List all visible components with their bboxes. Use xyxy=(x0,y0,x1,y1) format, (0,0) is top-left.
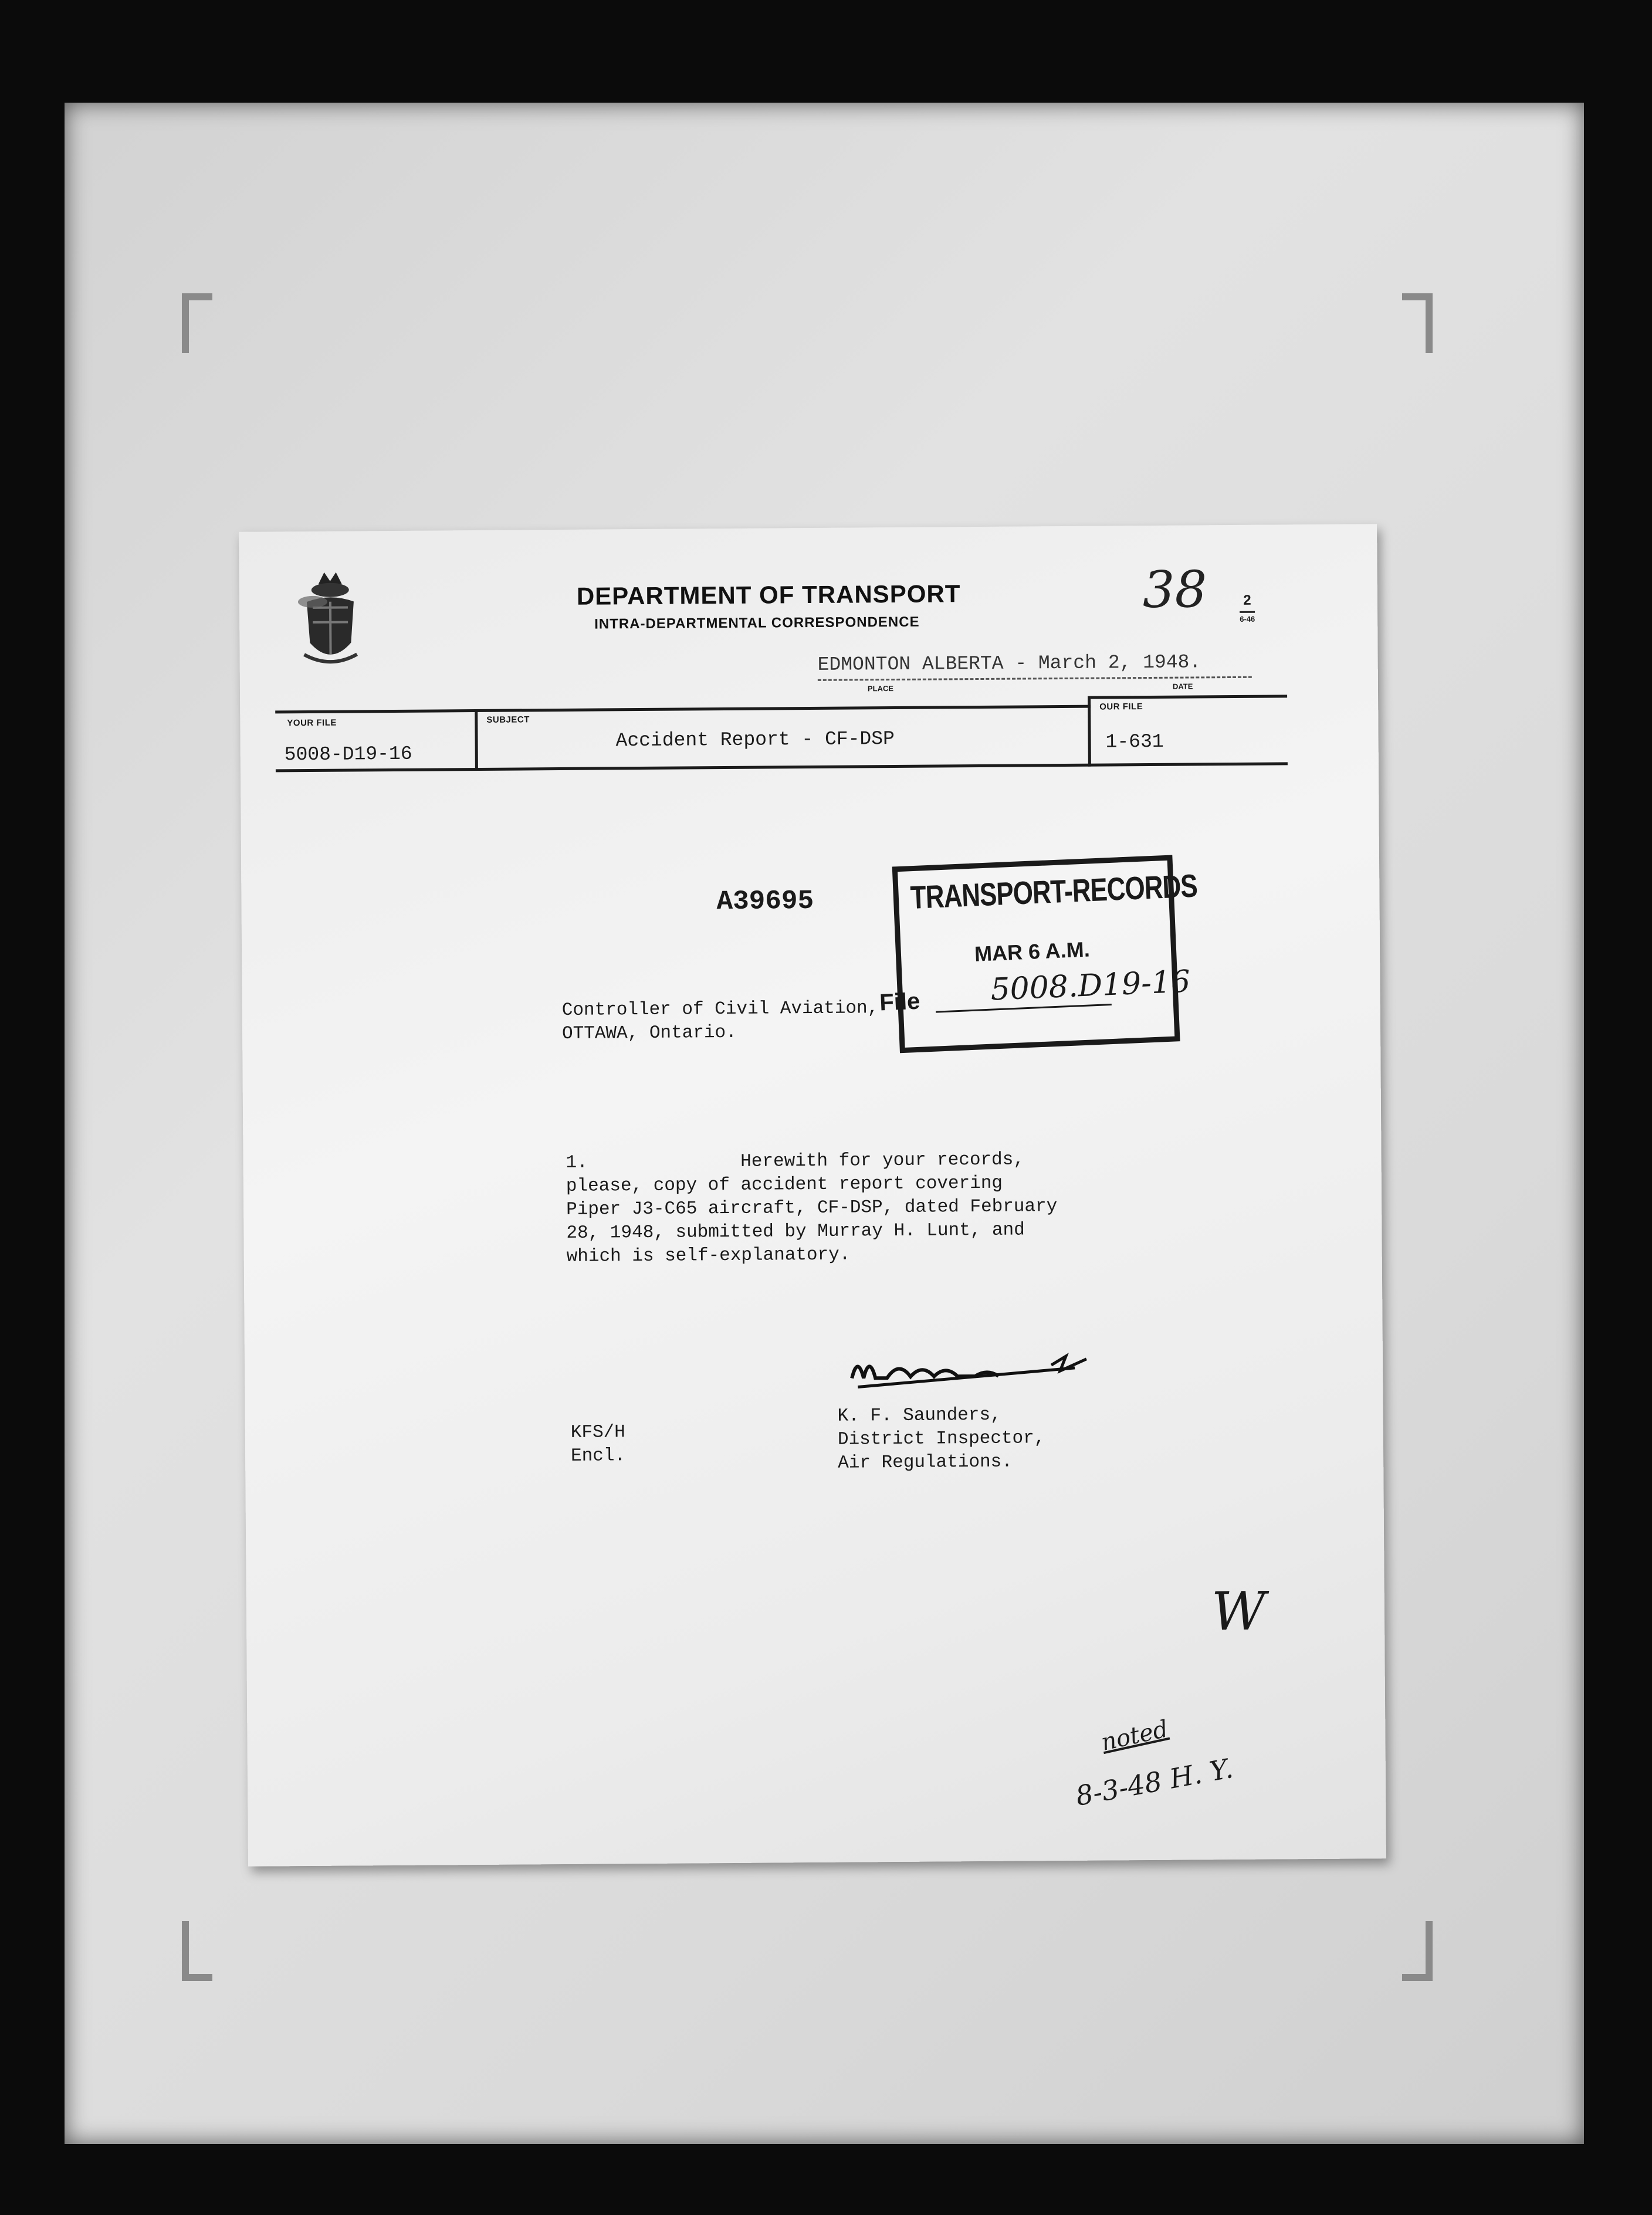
place-label: PLACE xyxy=(867,684,894,693)
stamp-date: MAR 6 A.M. xyxy=(974,937,1091,966)
enclosure-line: Encl. xyxy=(570,1445,626,1466)
body-line: please, copy of accident report covering xyxy=(566,1173,1003,1197)
header-rule-top xyxy=(275,705,1091,714)
signature-block xyxy=(837,1403,1045,1475)
transport-records-stamp xyxy=(879,855,1198,1053)
form-number-value: 2 xyxy=(1243,592,1251,608)
body-line: 1. Herewith for your records, xyxy=(566,1149,1025,1173)
signer-name: K. F. Saunders, xyxy=(837,1404,1001,1427)
header-rule-top-right xyxy=(1091,695,1287,699)
date-label: DATE xyxy=(1172,682,1193,691)
crop-mark-bottom-left xyxy=(182,1921,212,1981)
reference-initials xyxy=(571,1421,626,1468)
stamp-file-label: File xyxy=(879,988,921,1016)
our-file-label: OUR FILE xyxy=(1099,702,1143,712)
body-line: 28, 1948, submitted by Murray H. Lunt, and xyxy=(566,1220,1025,1244)
handwritten-mark: W xyxy=(1211,1580,1266,1643)
signature-scrawl xyxy=(834,1342,1093,1408)
stamp-file-handwritten: 5008.D19-16 xyxy=(990,964,1191,1008)
memo-document xyxy=(239,524,1386,1866)
signer-department: Air Regulations. xyxy=(838,1451,1013,1474)
initials-line: KFS/H xyxy=(570,1422,625,1443)
place-date-line: EDMONTON ALBERTA - March 2, 1948. xyxy=(817,651,1201,676)
crop-mark-bottom-right xyxy=(1402,1921,1433,1981)
your-file-label: YOUR FILE xyxy=(287,717,337,729)
body-paragraph xyxy=(566,1148,1058,1269)
department-subtitle: INTRA-DEPARTMENTAL CORRESPONDENCE xyxy=(594,614,920,632)
form-date: 6-46 xyxy=(1240,611,1255,624)
handwritten-page-number: 38 xyxy=(1142,560,1207,620)
stamp-title: TRANSPORT-RECORDS xyxy=(909,868,1198,916)
handwritten-noted-date: 8-3-48 H. Y. xyxy=(1073,1752,1235,1812)
form-number xyxy=(1240,592,1255,624)
addressee-block xyxy=(562,997,879,1046)
your-file-value: 5008-D19-16 xyxy=(284,743,412,766)
subject-value: Accident Report - CF-DSP xyxy=(615,728,895,752)
field-divider-2 xyxy=(1088,696,1091,767)
addressee-line-2: OTTAWA, Ontario. xyxy=(561,1022,737,1044)
body-line: Piper J3-C65 aircraft, CF-DSP, dated February xyxy=(566,1196,1058,1220)
field-divider-1 xyxy=(475,709,478,771)
body-line: which is self-explanatory. xyxy=(566,1244,851,1267)
handwritten-noted: noted xyxy=(1098,1715,1171,1757)
signer-title: District Inspector, xyxy=(837,1428,1045,1450)
crop-mark-top-right xyxy=(1402,293,1433,353)
crop-mark-top-left xyxy=(182,293,212,353)
coat-of-arms-icon xyxy=(286,566,374,678)
file-number: A39695 xyxy=(716,885,814,917)
place-date-rule xyxy=(818,676,1252,681)
department-title: DEPARTMENT OF TRANSPORT xyxy=(576,580,961,610)
addressee-line-1: Controller of Civil Aviation, xyxy=(561,998,879,1021)
subject-label: SUBJECT xyxy=(486,714,530,725)
header-rule-bottom xyxy=(276,762,1288,772)
our-file-value: 1-631 xyxy=(1105,730,1164,753)
